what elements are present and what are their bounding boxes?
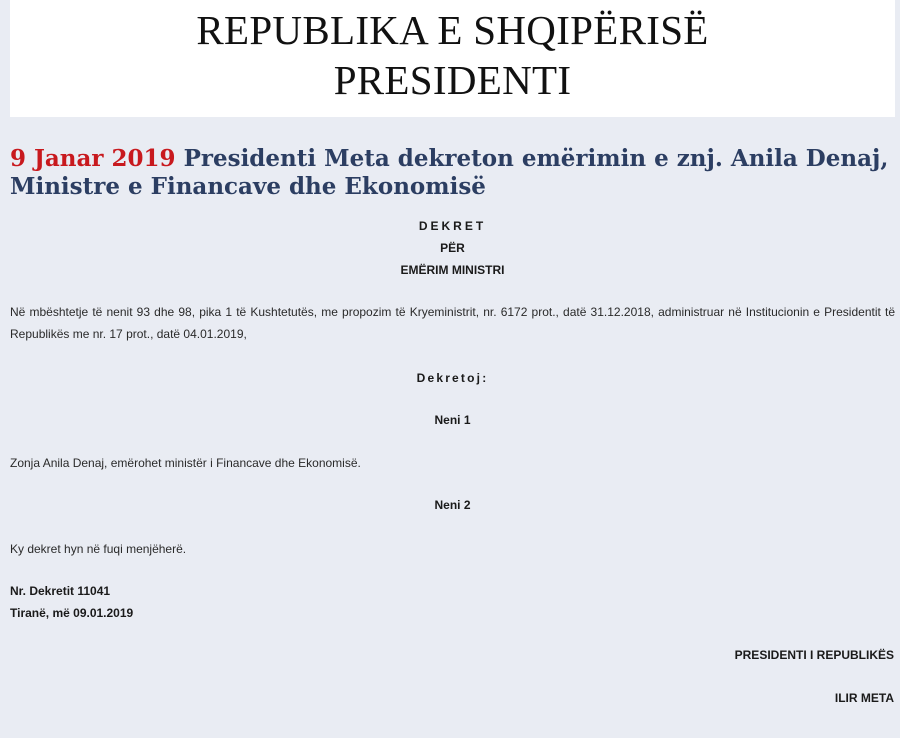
signature-title: PRESIDENTI I REPUBLIKËS — [734, 648, 894, 662]
article-title: Presidenti Meta dekreton emërimin e znj. Anila Denaj, Ministre e Financave dhe Ekonomisë — [10, 145, 889, 200]
decree-place-date: Tiranë, më 09.01.2019 — [10, 606, 134, 620]
decree-preamble: Në mbështetje të nenit 93 dhe 98, pika 1 të Kushtetutës, me propozim të Kryeministrit, nr. 6172 prot., datë 31.12.2018, administruar në Institucionin e Presidentit të Republikës me nr. 17 prot., datë 04.01.2019, — [10, 305, 895, 341]
article1-heading: Neni 1 — [434, 413, 471, 427]
signature-name: ILIR META — [834, 691, 894, 705]
header-banner — [10, 0, 895, 117]
article2-heading: Neni 2 — [434, 498, 471, 512]
decree-number: Nr. Dekretit 11041 — [10, 584, 111, 598]
article1-text: Zonja Anila Denaj, emërohet ministër i Financave dhe Ekonomisë. — [10, 456, 361, 470]
article2-text: Ky dekret hyn në fuqi menjëherë. — [10, 542, 187, 556]
header-office: PRESIDENTI — [333, 57, 572, 103]
decree-heading: DEKRET — [418, 219, 487, 233]
article-date: 9 Janar 2019 — [10, 145, 176, 172]
header-country: REPUBLIKA E SHQIPËRISË — [196, 7, 709, 53]
decree-for: PËR — [440, 241, 465, 255]
decree-subject: EMËRIM MINISTRI — [400, 263, 505, 277]
decree-decree-word: Dekretoj: — [416, 371, 489, 385]
article-headline[interactable] — [10, 145, 895, 201]
